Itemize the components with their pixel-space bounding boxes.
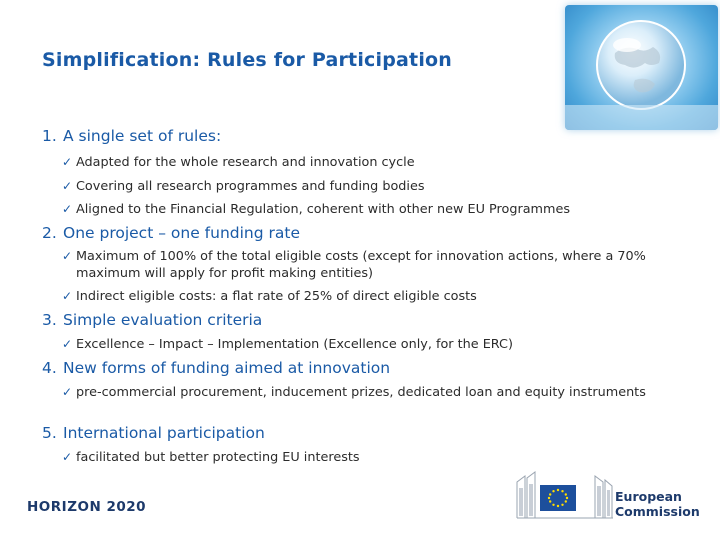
section-number: 3. xyxy=(42,311,57,329)
check-icon: ✓ xyxy=(62,450,73,464)
european-commission-label: European Commission xyxy=(615,489,700,519)
list-item: ✓ facilitated but better protecting EU interests xyxy=(62,450,360,465)
section-number: 2. xyxy=(42,224,57,242)
slide-title: Simplification: Rules for Participation xyxy=(42,49,453,71)
globe-image xyxy=(565,5,718,130)
section-1-title xyxy=(42,127,221,145)
horizon-2020-logo: HORIZON 2020 xyxy=(27,499,147,515)
section-2-title xyxy=(42,224,300,242)
eu-flag-icon xyxy=(540,485,576,511)
list-item: ✓ Maximum of 100% of the total eligible costs (except for innovation actions, where a 70% maximum will apply for profit making entities) xyxy=(62,249,646,281)
check-icon: ✓ xyxy=(62,337,73,351)
section-heading: New forms of funding aimed at innovation xyxy=(63,359,391,377)
section-number: 4. xyxy=(42,359,57,377)
list-item: ✓ Indirect eligible costs: a flat rate of 25% of direct eligible costs xyxy=(62,289,477,304)
check-icon: ✓ xyxy=(62,179,73,193)
section-number: 1. xyxy=(42,127,57,145)
list-item: ✓ Adapted for the whole research and innovation cycle xyxy=(62,155,415,170)
section-heading: International participation xyxy=(63,424,265,442)
section-number: 5. xyxy=(42,424,57,442)
section-heading: Simple evaluation criteria xyxy=(63,311,263,329)
list-item: ✓ pre-commercial procurement, inducement prizes, dedicated loan and equity instruments xyxy=(62,385,646,400)
list-item: ✓ Excellence – Impact – Implementation (Excellence only, for the ERC) xyxy=(62,337,513,352)
check-icon: ✓ xyxy=(62,289,73,303)
check-icon: ✓ xyxy=(62,155,73,169)
section-heading: One project – one funding rate xyxy=(63,224,300,242)
check-icon: ✓ xyxy=(62,249,73,263)
section-heading: A single set of rules: xyxy=(63,127,222,145)
check-icon: ✓ xyxy=(62,202,73,216)
list-item: ✓ Aligned to the Financial Regulation, coherent with other new EU Programmes xyxy=(62,202,571,217)
section-5-title xyxy=(42,424,265,442)
section-4-title xyxy=(42,359,390,377)
section-3-title xyxy=(42,311,262,329)
list-item: ✓ Covering all research programmes and funding bodies xyxy=(62,179,425,194)
check-icon: ✓ xyxy=(62,385,73,399)
